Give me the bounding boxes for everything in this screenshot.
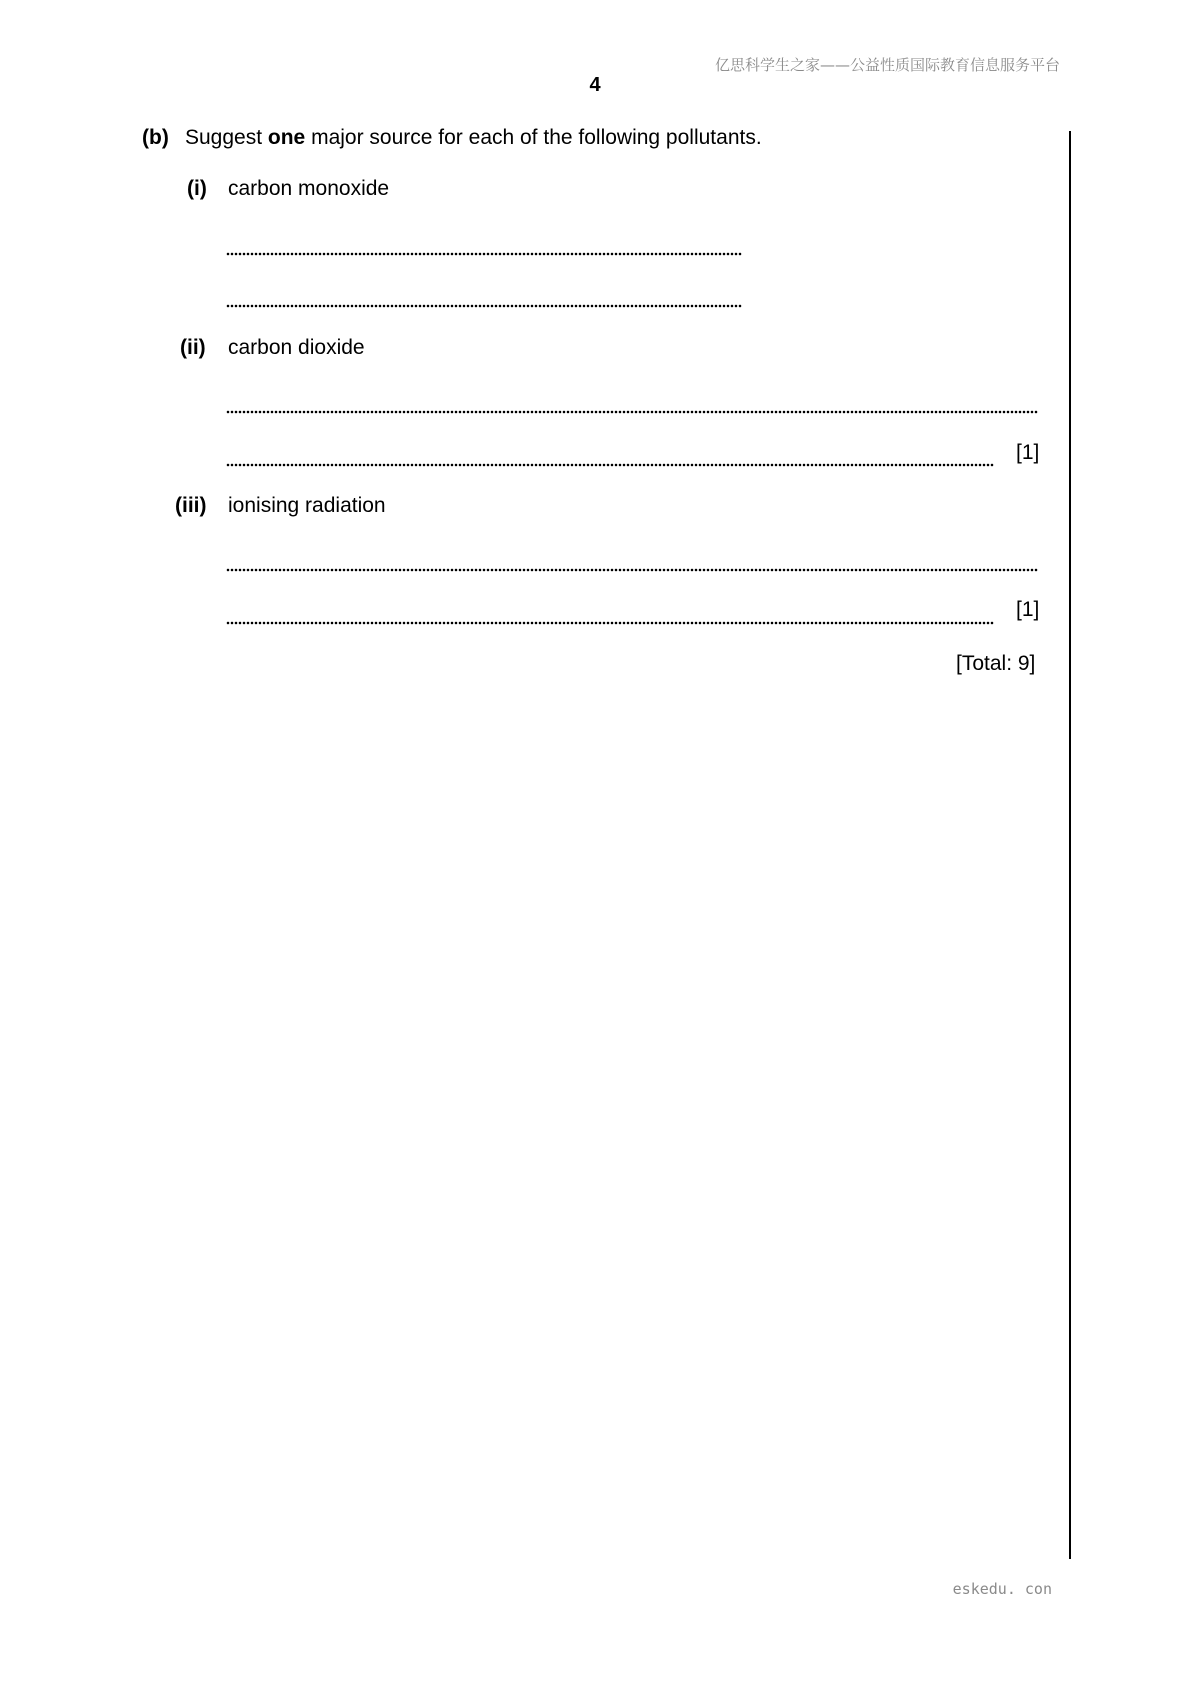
part-ii-mark: [1] xyxy=(1016,441,1040,464)
total-marks: [Total: 9] xyxy=(956,652,1036,675)
prompt-text-start: Suggest xyxy=(185,126,268,149)
part-i-label: (i) xyxy=(187,177,207,200)
answer-line-ii-1[interactable] xyxy=(226,410,1038,414)
answer-line-ii-2[interactable] xyxy=(226,463,994,467)
part-ii-label: (ii) xyxy=(180,336,206,359)
answer-line-i-2[interactable] xyxy=(226,304,742,308)
answer-line-iii-2[interactable] xyxy=(226,621,994,625)
part-iii-text: ionising radiation xyxy=(228,494,386,517)
header-watermark: 亿思科学生之家——公益性质国际教育信息服务平台 xyxy=(714,56,1060,74)
part-iii-mark: [1] xyxy=(1016,598,1040,621)
question-b-prompt xyxy=(185,126,762,150)
part-ii-text: carbon dioxide xyxy=(228,336,365,359)
page-number: 4 xyxy=(589,74,601,96)
part-i-text: carbon monoxide xyxy=(228,177,390,200)
part-iii-label: (iii) xyxy=(175,494,207,517)
prompt-text-end: major source for each of the following pollutants. xyxy=(305,126,762,149)
footer-watermark: eskedu. con xyxy=(952,1580,1052,1598)
question-b-label: (b) xyxy=(142,126,169,149)
margin-rule xyxy=(1069,131,1071,1559)
answer-line-i-1[interactable] xyxy=(226,252,742,256)
answer-line-iii-1[interactable] xyxy=(226,568,1038,572)
prompt-emphasis: one xyxy=(267,126,306,149)
